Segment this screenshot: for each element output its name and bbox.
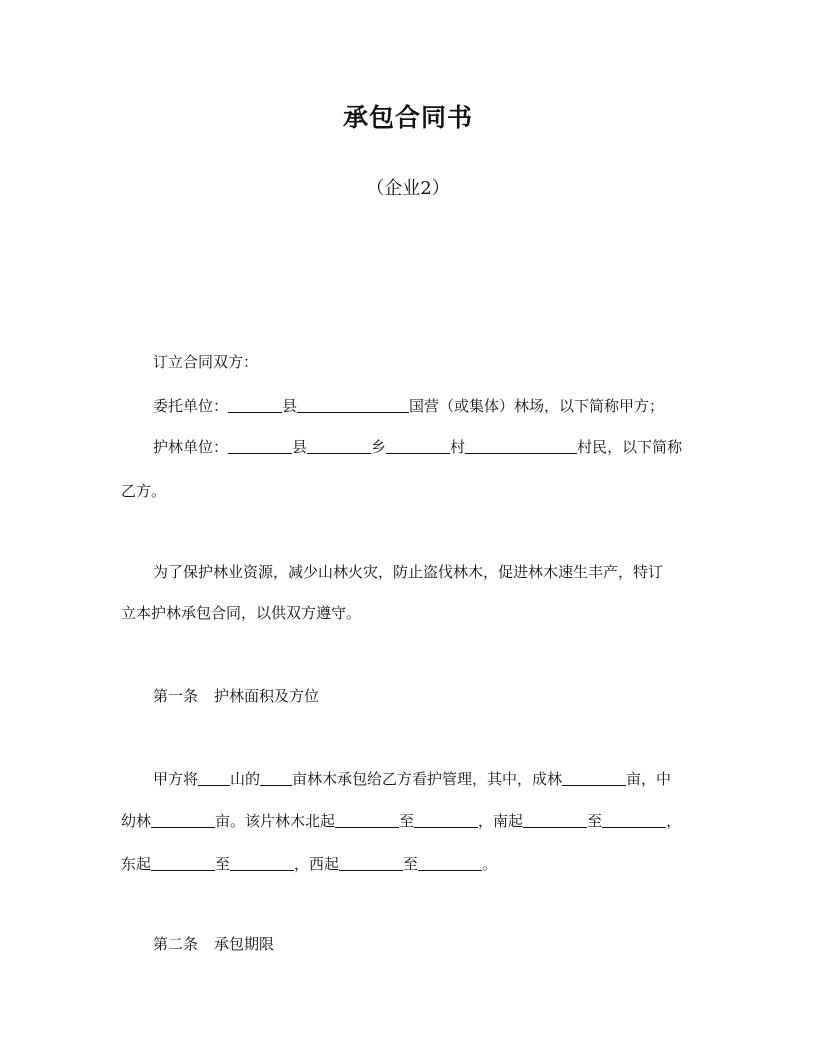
area-text: ， [666, 812, 682, 830]
purpose-line-1: 为了保护林业资源，减少山林火灾，防止盗伐林木，促进林木速生丰产，特订 [153, 563, 664, 581]
article-2-heading [121, 934, 729, 954]
blank-field [151, 813, 215, 828]
area-text: ，南起 [478, 812, 524, 830]
party-a-label: 委托单位： [153, 397, 229, 415]
area-text: 至 [403, 855, 419, 873]
blank-field [198, 771, 230, 786]
party-b-label: 护林单位： [153, 438, 229, 456]
party-b-line [121, 437, 729, 457]
area-text: 山的 [230, 770, 261, 788]
area-text: 。 [482, 855, 498, 873]
party-a-line [121, 396, 729, 416]
parties-heading: 订立合同双方： [153, 353, 259, 371]
county-text: 县 [292, 438, 308, 456]
area-text: ，西起 [294, 855, 340, 873]
blank-field [260, 771, 292, 786]
village-text: 村 [450, 438, 466, 456]
blank-field [230, 856, 294, 871]
blank-field [151, 856, 215, 871]
blank-field [335, 813, 399, 828]
party-b-tail: 村民，以下简称 [577, 438, 683, 456]
blank-field [523, 813, 587, 828]
blank-field [418, 856, 482, 871]
area-text: 亩。该片林木北起 [215, 812, 336, 830]
purpose-line-2: 立本护林承包合同，以供双方遵守。 [121, 604, 362, 622]
blank-field [228, 398, 282, 413]
area-text: 至 [399, 812, 415, 830]
article-number: 第二条 [153, 935, 199, 953]
area-text: 至 [587, 812, 603, 830]
blank-field [297, 398, 409, 413]
blank-field [562, 771, 626, 786]
area-text: 东起 [121, 855, 152, 873]
article-number: 第一条 [153, 687, 199, 705]
area-text: 亩林木承包给乙方看护管理，其中，成林 [292, 770, 563, 788]
township-text: 乡 [371, 438, 387, 456]
blank-field [465, 439, 577, 454]
blank-field [339, 856, 403, 871]
blank-field [414, 813, 478, 828]
party-b-content [153, 437, 682, 457]
contract-subtitle: （企业2） [366, 178, 450, 199]
blank-field [228, 439, 292, 454]
article-name: 承包期限 [214, 935, 275, 953]
area-line-3 [121, 854, 697, 874]
county-text: 县 [282, 397, 298, 415]
area-text: 幼林 [121, 812, 152, 830]
blank-field [602, 813, 666, 828]
area-text: 至 [215, 855, 231, 873]
article-name: 护林面积及方位 [214, 687, 320, 705]
blank-field [307, 439, 371, 454]
blank-field [386, 439, 450, 454]
party-b-continuation: 乙方。 [121, 482, 167, 500]
party-a-tail: 国营（或集体）林场，以下简称甲方； [409, 397, 665, 415]
contract-title: 承包合同书 [342, 103, 473, 132]
area-text: 亩，中 [626, 770, 672, 788]
area-text: 甲方将 [153, 770, 199, 788]
article-1-heading [121, 686, 729, 706]
area-line-1 [121, 769, 729, 789]
area-line-2 [121, 811, 697, 831]
